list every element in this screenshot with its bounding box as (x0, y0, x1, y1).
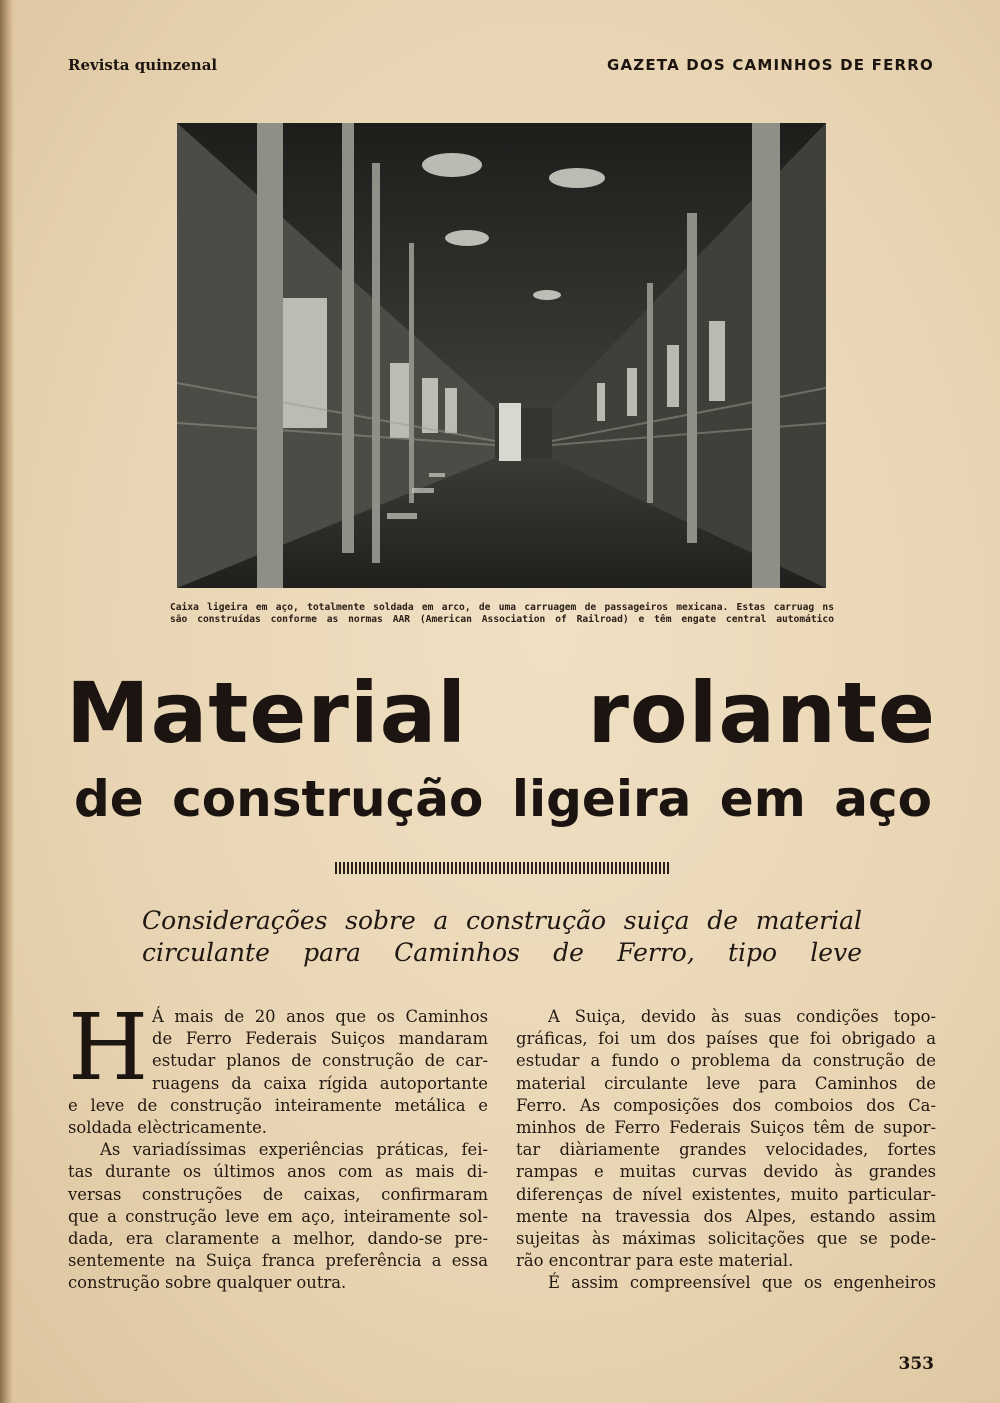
text-line: As variadíssimas experiências práticas, fei- (100, 1140, 488, 1160)
ornamental-divider (335, 862, 669, 874)
text-line: minhos de Ferro Federais Suiços têm de supor- (516, 1117, 936, 1137)
text-line: dada, era claramente a melhor, dando-se pre- (68, 1228, 488, 1248)
headline-word: Material (66, 664, 468, 762)
text-line: mente na travessia dos Alpes, estando assim (516, 1206, 936, 1226)
drop-cap: H (68, 994, 149, 1101)
header-periodicity: Revista quinzenal (68, 56, 218, 74)
text-line: A Suiça, devido às suas condições topo- (548, 1007, 936, 1026)
text-line: rampas e muitas curvas devido às grandes (516, 1162, 936, 1182)
header-magazine-title: GAZETA DOS CAMINHOS DE FERRO (606, 56, 934, 74)
text-line: Ferro. As composições dos comboios dos Ca- (516, 1095, 936, 1115)
caption-line: Caixa ligeira em aço, totalmente soldada em arco, de uma carruagem de passageiros mexicana. Estas carruag ns (170, 602, 834, 613)
article-column-left (68, 994, 488, 1294)
text-line: sujeitas às máximas solicitações que se pode- (516, 1228, 936, 1248)
railway-carriage-interior-photo (177, 123, 826, 588)
text-line: ruagens da caixa rígida autoportante (152, 1073, 488, 1093)
text-line: tar diàriamente grandes velocidades, fortes (516, 1140, 936, 1160)
carriage-interior-photo (177, 123, 826, 588)
text-line: estudar a fundo o problema da construção de (516, 1051, 936, 1071)
text-line: É assim compreensível que os engenheiros (548, 1273, 936, 1293)
headline-main (66, 658, 936, 768)
text-line: diferenças de nível existentes, muito particular- (516, 1184, 936, 1204)
text-line: material circulante leve para Caminhos de (516, 1073, 936, 1093)
subtitle-line: circulante para Caminhos de Ferro, tipo leve (142, 938, 862, 967)
text-line: construção sobre qualquer outra. (68, 1273, 347, 1293)
text-line: estudar planos de construção de car- (152, 1051, 488, 1071)
text-line: sentemente na Suiça franca preferência a essa (68, 1251, 488, 1271)
text-line: rão encontrar para este material. (516, 1251, 794, 1271)
article-column-right (516, 1006, 936, 1294)
page-number: 353 (898, 1354, 934, 1374)
text-line: de Ferro Federais Suiços mandaram (152, 1029, 488, 1049)
subtitle-line: Considerações sobre a construção suiça de material (142, 906, 862, 935)
text-line: e leve de construção inteiramente metálica e (68, 1095, 488, 1115)
article-subtitle (142, 905, 862, 969)
text-line: soldada elèctricamente. (68, 1117, 267, 1137)
text-line: Á mais de 20 anos que os Caminhos (152, 1007, 488, 1026)
binding-edge (0, 0, 14, 1403)
text-line: gráficas, foi um dos países que foi obrigado a (516, 1029, 936, 1049)
text-line: que a construção leve em aço, inteiramente sol- (68, 1206, 488, 1226)
headline-word: rolante (587, 664, 936, 762)
text-line: tas durante os últimos anos com as mais di- (68, 1162, 488, 1182)
photo-caption (170, 602, 834, 626)
text-line: versas construções de caixas, confirmaram (68, 1184, 488, 1204)
caption-line: são construídas conforme as normas AAR (American Association of Railroad) e têm engate central automático (170, 614, 834, 625)
headline-secondary: de construção ligeira em aço (74, 770, 932, 828)
